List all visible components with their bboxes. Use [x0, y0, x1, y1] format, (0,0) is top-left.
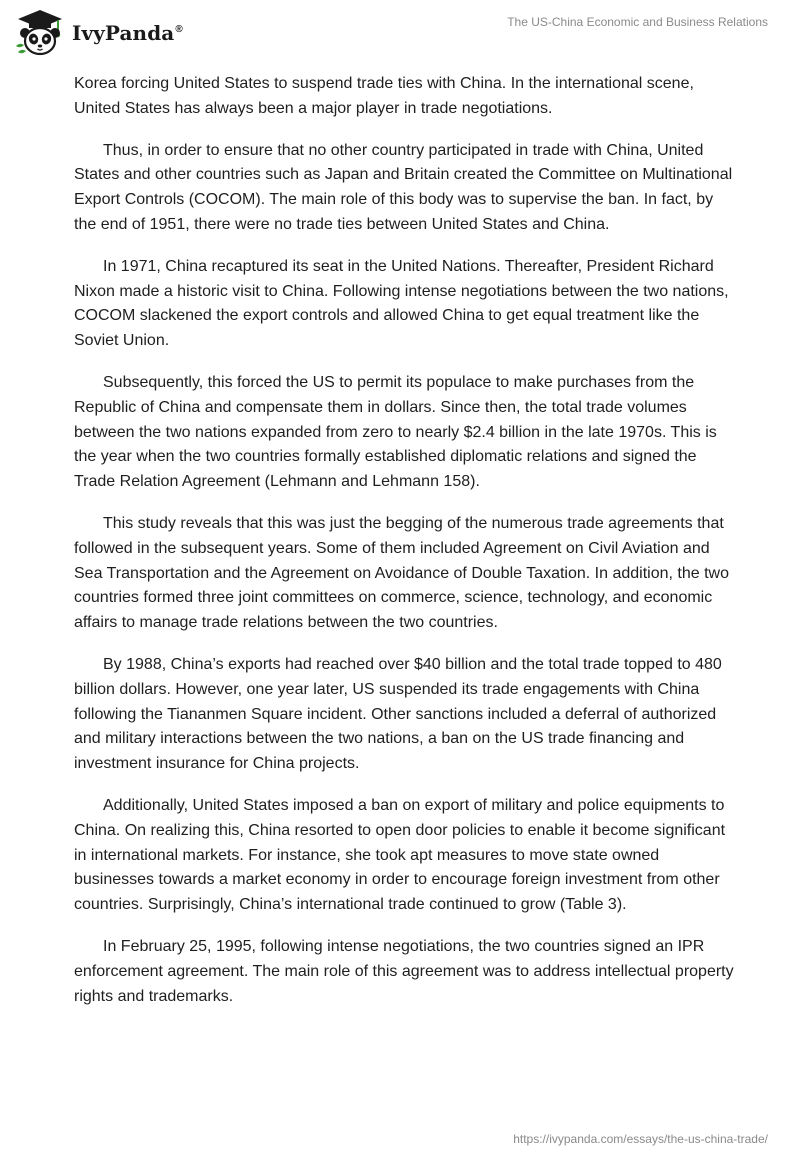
- paragraph: This study reveals that this was just the begging of the numerous trade agreements that followed in the subsequent years. Some of them included Agreement on Civil Aviation and Sea Transportation and the Agreement on Avoidance of Double Taxation. In addition, the two countries formed three joint committees on commerce, science, technology, and economic affairs to manage trade relations between the two countries.: [74, 514, 729, 632]
- brand-name: IvyPanda®: [72, 21, 183, 45]
- brand-logo[interactable]: [14, 8, 183, 56]
- panda-graduation-cap-icon: [14, 8, 66, 56]
- page-header: [0, 0, 800, 70]
- paragraph: In February 25, 1995, following intense negotiations, the two countries signed an IPR enforcement agreement. The main role of this agreement was to address intellectual property rights and trademarks.: [74, 937, 734, 1005]
- paragraph: Thus, in order to ensure that no other country participated in trade with China, United States and other countries such as Japan and Britain created the Committee on Multinational Export Controls (COCOM). The main role of this body was to supervise the ban. In fact, by the end of 1951, there were no trade ties between United States and China.: [74, 141, 733, 233]
- running-title: The US-China Economic and Business Relations: [507, 15, 768, 29]
- paragraph: Additionally, United States imposed a ban on export of military and police equipments to China. On realizing this, China resorted to open door policies to enable it become significant in international markets. For instance, she took apt measures to move state owned businesses towards a market economy in order to encourage foreign investment from other countries. Surprisingly, China’s international trade continued to grow (Table 3).: [74, 796, 726, 914]
- paragraph: By 1988, China’s exports had reached over $40 billion and the total trade topped to 480 billion dollars. However, one year later, US suspended its trade engagements with China following the Tiananmen Square incident. Other sanctions included a deferral of authorized and military interactions between the two nations, a ban on the US trade financing and investment insurance for China projects.: [74, 655, 722, 773]
- registered-mark: ®: [175, 24, 183, 36]
- paragraph: In 1971, China recaptured its seat in the United Nations. Thereafter, President Richard Nixon made a historic visit to China. Following intense negotiations between the two nations, COCOM slackened the export controls and allowed China to get equal treatment like the Soviet Union.: [74, 257, 729, 350]
- essay-body: [74, 72, 734, 1026]
- paragraph: Korea forcing United States to suspend trade ties with China. In the international scene, United States has always been a major player in trade negotiations.: [74, 75, 694, 117]
- paragraph: Subsequently, this forced the US to permit its populace to make purchases from the Republic of China and compensate them in dollars. Since then, the total trade volumes between the two nations expanded from zero to nearly $2.4 billion in the late 1970s. This is the year when the two countries formally established diplomatic relations and signed the Trade Relation Agreement (Lehmann and Lehmann 158).: [74, 373, 717, 491]
- source-url[interactable]: https://ivypanda.com/essays/the-us-china-trade/: [513, 1132, 768, 1146]
